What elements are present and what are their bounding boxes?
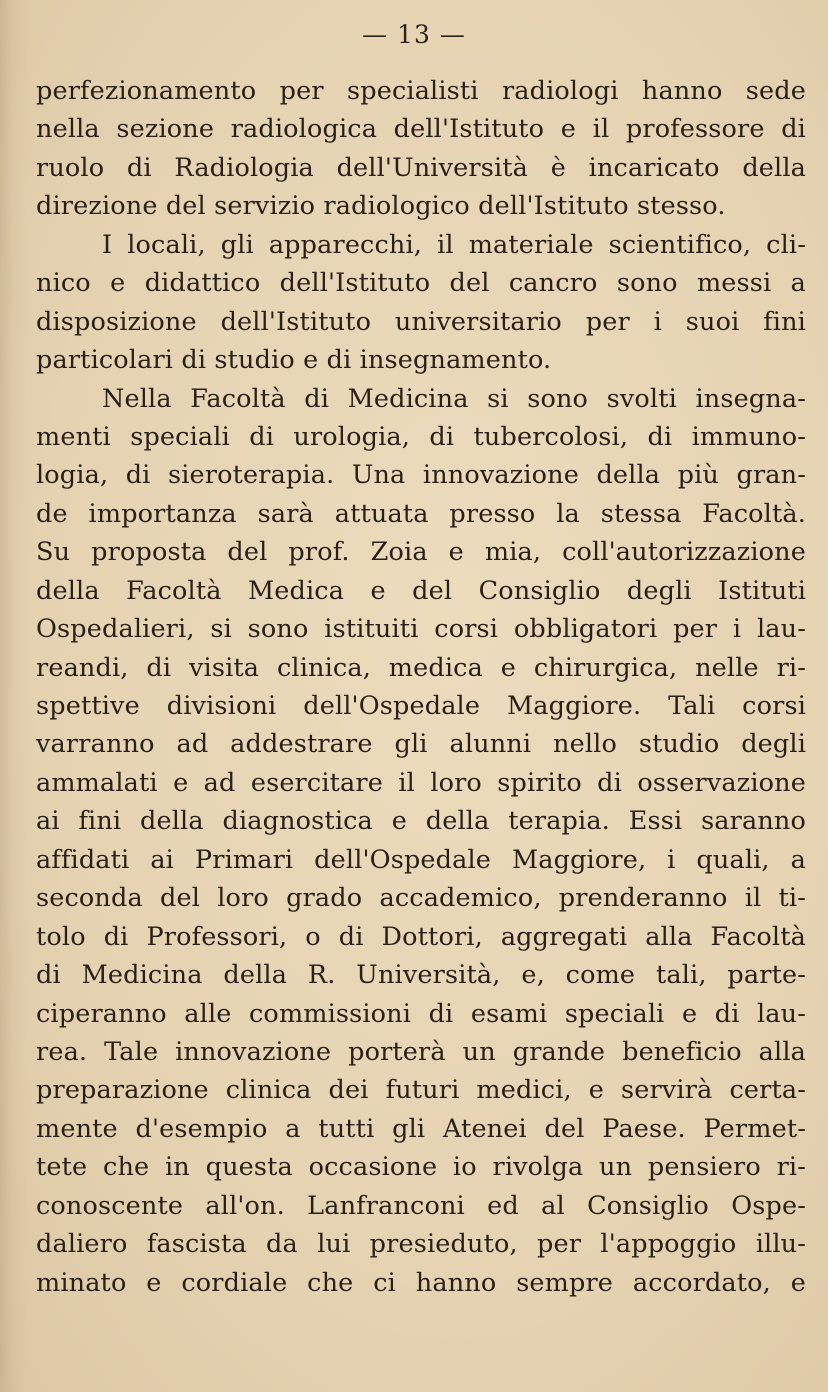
text-line: ruolo di Radiologia dell'Università è incaricato della <box>36 152 806 183</box>
text-line: di Medicina della R. Università, e, come tali, parte- <box>36 960 806 991</box>
text-line: daliero fascista da lui presieduto, per l'appoggio illu- <box>36 1229 806 1260</box>
text-line: tolo di Professori, o di Dottori, aggregati alla Facoltà <box>36 921 806 952</box>
paragraph-first-line: I locali, gli apparecchi, il materiale scientifico, cli- <box>102 229 806 260</box>
text-line: minato e cordiale che ci hanno sempre accordato, e <box>36 1267 806 1298</box>
text-line: affidati ai Primari dell'Ospedale Maggiore, i quali, a <box>36 844 806 875</box>
text-line: ciperanno alle commissioni di esami speciali e di lau- <box>36 998 806 1029</box>
text-line: Su proposta del prof. Zoia e mia, coll'autorizzazione <box>36 537 806 568</box>
body-text <box>36 72 806 1302</box>
text-line: perfezionamento per specialisti radiologi hanno sede <box>36 76 806 106</box>
text-line: nico e didattico dell'Istituto del cancro sono messi a <box>36 268 806 299</box>
page-number: — 13 — <box>362 20 466 49</box>
text-line: nella sezione radiologica dell'Istituto e il professore di <box>36 114 806 145</box>
text-line: seconda del loro grado accademico, prenderanno il ti- <box>36 883 806 914</box>
text-line: ai fini della diagnostica e della terapia. Essi saranno <box>36 806 806 837</box>
text-line: mente d'esempio a tutti gli Atenei del Paese. Permet- <box>36 1113 806 1144</box>
text-line: varranno ad addestrare gli alunni nello studio degli <box>36 729 806 760</box>
text-line: della Facoltà Medica e del Consiglio degli Istituti <box>36 575 806 606</box>
text-line: menti speciali di urologia, di tubercolosi, di immuno- <box>36 421 806 452</box>
text-line: particolari di studio e di insegnamento. <box>36 345 552 376</box>
text-line: rea. Tale innovazione porterà un grande beneficio alla <box>36 1036 806 1067</box>
text-line: reandi, di visita clinica, medica e chirurgica, nelle ri- <box>36 652 806 683</box>
text-line: preparazione clinica dei futuri medici, e servirà certa- <box>36 1075 806 1106</box>
text-line: disposizione dell'Istituto universitario per i suoi fini <box>36 306 806 337</box>
text-line: logia, di sieroterapia. Una innovazione della più gran- <box>36 460 806 491</box>
text-line: spettive divisioni dell'Ospedale Maggiore. Tali corsi <box>36 691 806 721</box>
text-line: conoscente all'on. Lanfranconi ed al Consiglio Ospe- <box>36 1190 806 1221</box>
text-line: direzione del servizio radiologico dell'Istituto stesso. <box>36 191 726 222</box>
paragraph-first-line: Nella Facoltà di Medicina si sono svolti insegna- <box>102 383 806 414</box>
text-line: ammalati e ad esercitare il loro spirito di osservazione <box>36 767 806 798</box>
text-line: tete che in questa occasione io rivolga un pensiero ri- <box>36 1152 806 1183</box>
text-line: de importanza sarà attuata presso la stessa Facoltà. <box>36 498 806 529</box>
text-line: Ospedalieri, si sono istituiti corsi obbligatori per i lau- <box>36 614 806 645</box>
